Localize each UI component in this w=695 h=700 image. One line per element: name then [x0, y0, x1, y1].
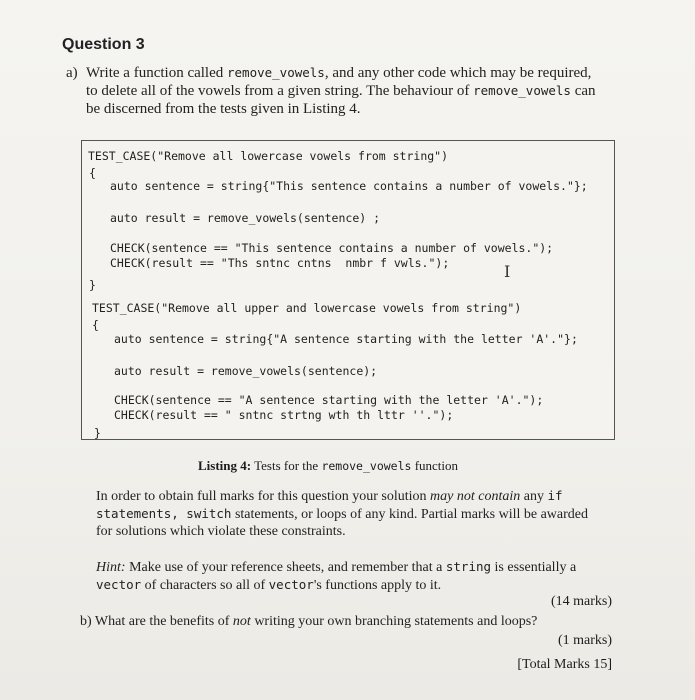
keyword: statements, switch [96, 506, 232, 521]
marks-part-b: (1 marks) [557, 633, 612, 648]
part-a-line-1 [86, 64, 591, 82]
part-a-line-2 [86, 82, 596, 100]
text: In order to obtain full marks for this question your solution [96, 489, 431, 504]
constraints-line-3: for solutions which violate these constraints. [96, 524, 346, 539]
hint-line-1 [96, 558, 576, 577]
code-line: TEST_CASE("Remove all lowercase vowels from string") [88, 149, 449, 163]
emphasis: not [232, 614, 251, 629]
text: , and any other code which may be required, [324, 65, 592, 81]
type-name: vector [96, 577, 142, 592]
code-line: } [89, 278, 96, 292]
code-line: { [92, 318, 99, 332]
part-b-label: b) [80, 614, 92, 629]
code-line: } [94, 426, 101, 440]
part-b [80, 613, 537, 631]
code-line: auto result = remove_vowels(sentence); [114, 364, 378, 378]
text: 's functions apply to it. [313, 578, 442, 593]
constraints-line-1 [96, 487, 563, 506]
text: is essentially a [491, 560, 577, 575]
part-a-label: a) [66, 65, 78, 81]
text: writing your own branching statements and loops? [250, 614, 538, 629]
part-a-line-3: be discerned from the tests given in Listing 4. [86, 101, 361, 117]
code-line: CHECK(result == " sntnc strtng wth th lttr ''."); [114, 408, 454, 422]
text: of characters so all of [141, 578, 269, 593]
code-line: TEST_CASE("Remove all upper and lowercase vowels from string") [92, 301, 522, 315]
type-name: vector [268, 577, 314, 592]
question-title: Question 3 [62, 36, 145, 53]
constraints-line-2 [96, 505, 588, 524]
code-line: { [89, 166, 96, 180]
text: Write a function called [86, 65, 227, 81]
text: any [520, 489, 548, 504]
type-name: string [445, 559, 492, 574]
function-name: remove_vowels [473, 83, 571, 98]
emphasis: may not contain [430, 489, 521, 504]
keyword: if [547, 488, 563, 503]
text: can [570, 83, 596, 99]
caption-label: Listing 4: [198, 458, 252, 473]
code-line: auto sentence = string{"This sentence contains a number of vowels."}; [110, 179, 588, 193]
hint-label: Hint: [96, 560, 126, 575]
function-name: remove_vowels [227, 65, 325, 80]
code-line: CHECK(result == "Ths sntnc cntns nmbr f vwls."); [110, 256, 450, 270]
code-line: auto result = remove_vowels(sentence) ; [110, 211, 381, 225]
text: function [411, 458, 459, 473]
total-marks: [Total Marks 15] [517, 657, 612, 672]
code-line: auto sentence = string{"A sentence starting with the letter 'A'."}; [114, 332, 578, 346]
function-name: remove_vowels [321, 459, 412, 473]
text: What are the benefits of [94, 614, 233, 629]
code-line: CHECK(sentence == "This sentence contains a number of vowels."); [110, 241, 554, 255]
text-cursor-icon: I [504, 262, 511, 281]
code-line: CHECK(sentence == "A sentence starting with the letter 'A'."); [114, 393, 544, 407]
text: statements, or loops of any kind. Partial marks will be awarded [231, 507, 588, 522]
listing-caption [198, 458, 458, 474]
marks-part-a: (14 marks) [550, 594, 612, 609]
text: Tests for the [251, 458, 322, 473]
text: Make use of your reference sheets, and remember that a [125, 560, 446, 575]
text: to delete all of the vowels from a given string. The behaviour of [86, 83, 470, 99]
hint-line-2 [96, 576, 441, 595]
